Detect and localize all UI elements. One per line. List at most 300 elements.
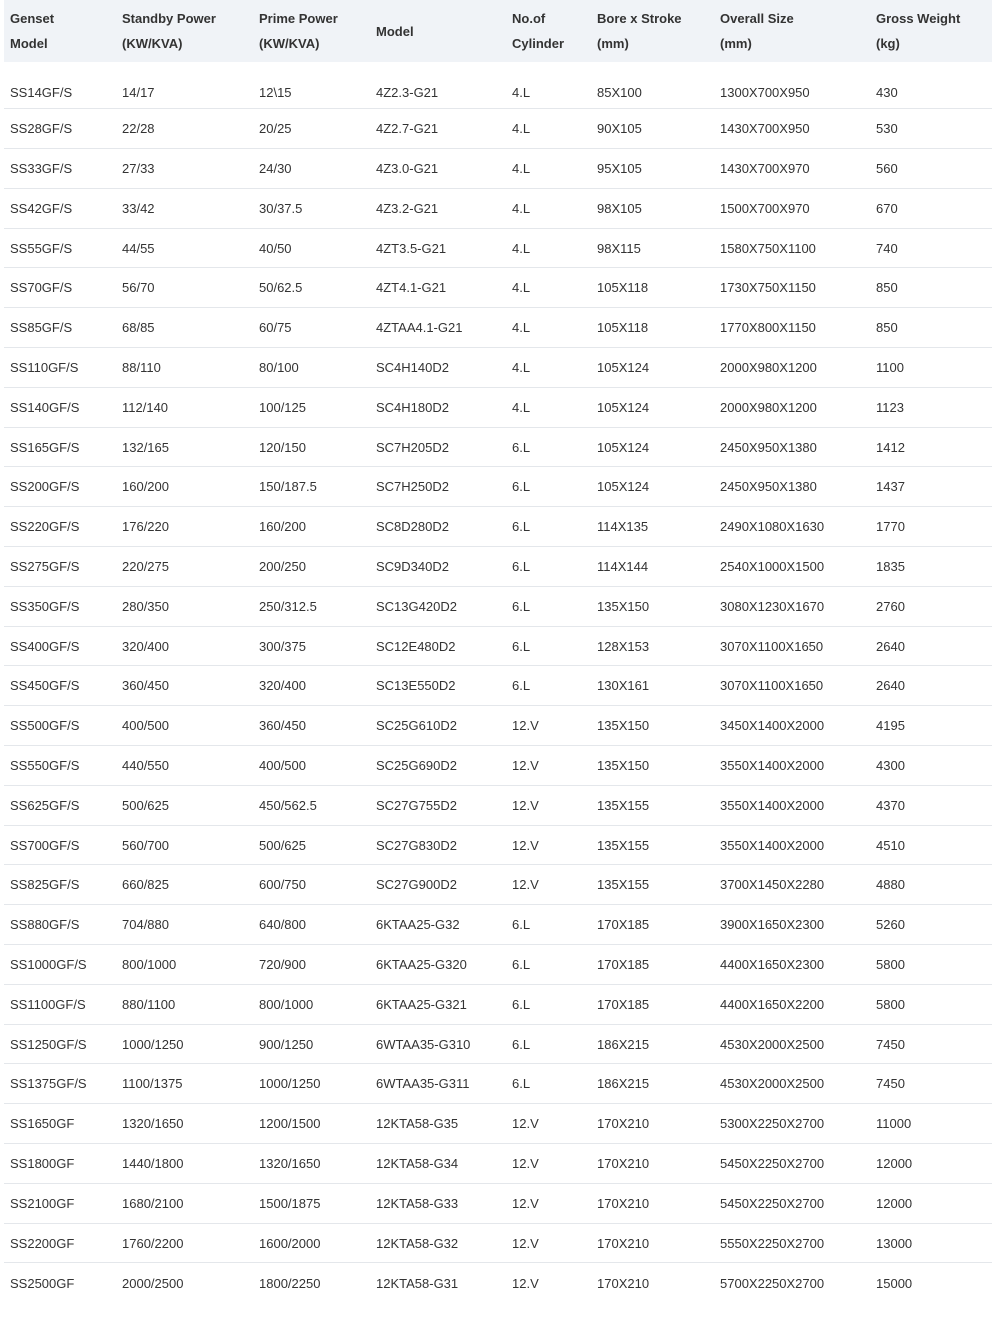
bore-stroke-cell: 170X210 [597, 1116, 650, 1132]
standby-power-cell: 112/140 [122, 399, 169, 415]
standby-power-cell: 68/85 [122, 320, 155, 336]
table-row [4, 1064, 992, 1104]
gross-weight-cell: 7450 [876, 1076, 905, 1092]
genset-model-cell: SS165GF/S [10, 439, 80, 455]
bore-stroke-cell: 90X105 [597, 121, 642, 137]
table-row [4, 1144, 992, 1184]
bore-stroke-cell: 170X185 [597, 956, 650, 972]
cylinder-cell: 6.L [512, 598, 531, 614]
standby-power-cell: 704/880 [122, 917, 169, 933]
header-bore-stroke-line1: Bore x Stroke [597, 11, 682, 26]
gross-weight-cell: 5800 [876, 996, 905, 1012]
standby-power-cell: 1100/1375 [122, 1076, 183, 1092]
overall-size-cell: 3550X1400X2000 [720, 797, 825, 813]
genset-model-cell: SS825GF/S [10, 877, 80, 893]
overall-size-cell: 1430X700X970 [720, 160, 810, 176]
gross-weight-cell: 1123 [876, 399, 904, 415]
prime-power-cell: 40/50 [259, 240, 292, 256]
cylinder-cell: 4.L [512, 240, 531, 256]
overall-size-cell: 4530X2000X2500 [720, 1076, 825, 1092]
gross-weight-cell: 850 [876, 280, 898, 296]
prime-power-cell: 450/562.5 [259, 797, 317, 813]
engine-model-cell: 4Z2.3-G21 [376, 84, 439, 100]
cylinder-cell: 6.L [512, 956, 531, 972]
table-row [4, 1104, 992, 1144]
header-model-line1: Model [376, 23, 414, 39]
standby-power-cell: 660/825 [122, 877, 169, 893]
cylinder-cell: 12.V [512, 1195, 539, 1211]
overall-size-cell: 4400X1650X2200 [720, 996, 825, 1012]
bore-stroke-cell: 105X124 [597, 359, 650, 375]
cylinder-cell: 12.V [512, 1235, 539, 1251]
engine-model-cell: 12KTA58-G32 [376, 1235, 459, 1251]
engine-model-cell: 12KTA58-G34 [376, 1155, 459, 1171]
prime-power-cell: 50/62.5 [259, 280, 303, 296]
gross-weight-cell: 2760 [876, 598, 905, 614]
overall-size-cell: 2540X1000X1500 [720, 558, 825, 574]
table-row [4, 586, 992, 626]
engine-model-cell: 4ZT3.5-G21 [376, 240, 447, 256]
prime-power-cell: 360/450 [259, 718, 306, 734]
gross-weight-cell: 560 [876, 160, 898, 176]
cylinder-cell: 6.L [512, 1036, 531, 1052]
bore-stroke-cell: 186X215 [597, 1036, 650, 1052]
standby-power-cell: 33/42 [122, 200, 155, 216]
engine-model-cell: 6WTAA35-G310 [376, 1036, 471, 1052]
header-overall-size-line1: Overall Size [720, 11, 794, 26]
engine-model-cell: 6KTAA25-G321 [376, 996, 467, 1012]
prime-power-cell: 24/30 [259, 160, 292, 176]
table-row [4, 547, 992, 587]
bore-stroke-cell: 105X124 [597, 439, 650, 455]
table-row [4, 1024, 992, 1064]
genset-model-cell: SS14GF/S [10, 84, 73, 100]
cylinder-cell: 4.L [512, 200, 531, 216]
standby-power-cell: 440/550 [122, 757, 169, 773]
prime-power-cell: 160/200 [259, 519, 306, 535]
prime-power-cell: 640/800 [259, 917, 306, 933]
genset-model-cell: SS1800GF [10, 1155, 75, 1171]
prime-power-cell: 1800/2250 [259, 1275, 321, 1291]
overall-size-cell: 1730X750X1150 [720, 280, 816, 296]
gross-weight-cell: 12000 [876, 1155, 913, 1171]
gross-weight-cell: 1100 [876, 359, 904, 375]
engine-model-cell: SC9D340D2 [376, 558, 449, 574]
prime-power-cell: 150/187.5 [259, 479, 317, 495]
gross-weight-cell: 5260 [876, 917, 905, 933]
gross-weight-cell: 13000 [876, 1235, 913, 1251]
overall-size-cell: 3550X1400X2000 [720, 837, 825, 853]
cylinder-cell: 6.L [512, 519, 531, 535]
header-genset-model [4, 0, 116, 69]
overall-size-cell: 4530X2000X2500 [720, 1036, 825, 1052]
prime-power-cell: 300/375 [259, 638, 306, 654]
standby-power-cell: 1760/2200 [122, 1235, 184, 1251]
engine-model-cell: SC27G900D2 [376, 877, 457, 893]
genset-model-cell: SS700GF/S [10, 837, 80, 853]
gross-weight-cell: 4195 [876, 718, 905, 734]
header-genset-model-line1: Genset [10, 11, 55, 26]
bore-stroke-cell: 135X150 [597, 598, 650, 614]
cylinder-cell: 4.L [512, 84, 531, 100]
bore-stroke-cell: 105X118 [597, 280, 649, 296]
engine-model-cell: SC13E550D2 [376, 678, 456, 694]
prime-power-cell: 120/150 [259, 439, 306, 455]
overall-size-cell: 5450X2250X2700 [720, 1155, 825, 1171]
overall-size-cell: 3700X1450X2280 [720, 877, 825, 893]
cylinder-cell: 12.V [512, 718, 539, 734]
bore-stroke-cell: 135X150 [597, 757, 650, 773]
cylinder-cell: 12.V [512, 1275, 539, 1291]
standby-power-cell: 880/1100 [122, 996, 176, 1012]
engine-model-cell: SC25G690D2 [376, 757, 457, 773]
overall-size-cell: 1500X700X970 [720, 200, 810, 216]
bore-stroke-cell: 135X150 [597, 718, 650, 734]
overall-size-cell: 3080X1230X1670 [720, 598, 825, 614]
table-row [4, 746, 992, 786]
bore-stroke-cell: 130X161 [597, 678, 650, 694]
table-row [4, 69, 992, 109]
genset-model-cell: SS1650GF [10, 1116, 75, 1132]
gross-weight-cell: 4300 [876, 757, 905, 773]
overall-size-cell: 5700X2250X2700 [720, 1275, 825, 1291]
bore-stroke-cell: 170X185 [597, 917, 650, 933]
standby-power-cell: 1000/1250 [122, 1036, 184, 1052]
cylinder-cell: 6.L [512, 638, 531, 654]
overall-size-cell: 1770X800X1150 [720, 320, 816, 336]
header-standby-power-line1: Standby Power [122, 11, 216, 26]
genset-model-cell: SS1375GF/S [10, 1076, 87, 1092]
gross-weight-cell: 11000 [876, 1116, 912, 1132]
prime-power-cell: 250/312.5 [259, 598, 317, 614]
cylinder-cell: 4.L [512, 280, 531, 296]
table-row [4, 706, 992, 746]
gross-weight-cell: 1412 [876, 439, 905, 455]
prime-power-cell: 60/75 [259, 320, 292, 336]
table-row [4, 188, 992, 228]
engine-model-cell: SC27G755D2 [376, 797, 457, 813]
header-standby-power [116, 0, 253, 69]
prime-power-cell: 900/1250 [259, 1036, 314, 1052]
genset-model-cell: SS33GF/S [10, 160, 73, 176]
genset-spec-table [4, 0, 992, 1303]
prime-power-cell: 100/125 [259, 399, 306, 415]
genset-model-cell: SS140GF/S [10, 399, 80, 415]
table-row [4, 785, 992, 825]
header-bore-stroke-line2: (mm) [597, 36, 629, 51]
standby-power-cell: 560/700 [122, 837, 169, 853]
cylinder-cell: 6.L [512, 558, 531, 574]
gross-weight-cell: 4880 [876, 877, 905, 893]
table-row [4, 865, 992, 905]
genset-model-cell: SS1100GF/S [10, 996, 86, 1012]
standby-power-cell: 22/28 [122, 121, 155, 137]
header-genset-model-line2: Model [10, 36, 48, 51]
gross-weight-cell: 2640 [876, 678, 905, 694]
bore-stroke-cell: 135X155 [597, 837, 650, 853]
bore-stroke-cell: 95X105 [597, 160, 642, 176]
genset-model-cell: SS275GF/S [10, 558, 80, 574]
engine-model-cell: SC25G610D2 [376, 718, 457, 734]
bore-stroke-cell: 170X210 [597, 1275, 650, 1291]
bore-stroke-cell: 114X144 [597, 558, 649, 574]
cylinder-cell: 4.L [512, 399, 531, 415]
bore-stroke-cell: 105X118 [597, 320, 649, 336]
cylinder-cell: 4.L [512, 121, 531, 137]
table-row [4, 467, 992, 507]
engine-model-cell: SC27G830D2 [376, 837, 457, 853]
overall-size-cell: 3450X1400X2000 [720, 718, 825, 734]
prime-power-cell: 80/100 [259, 359, 299, 375]
standby-power-cell: 800/1000 [122, 956, 177, 972]
table-row [4, 387, 992, 427]
header-overall-size [714, 0, 870, 69]
overall-size-cell: 3070X1100X1650 [720, 678, 824, 694]
header-bore-stroke [591, 0, 714, 69]
bore-stroke-cell: 135X155 [597, 797, 650, 813]
cylinder-cell: 12.V [512, 837, 539, 853]
genset-model-cell: SS200GF/S [10, 479, 80, 495]
genset-model-cell: SS500GF/S [10, 718, 80, 734]
prime-power-cell: 400/500 [259, 757, 306, 773]
standby-power-cell: 14/17 [122, 84, 155, 100]
gross-weight-cell: 4510 [876, 837, 905, 853]
cylinder-cell: 6.L [512, 479, 531, 495]
standby-power-cell: 400/500 [122, 718, 169, 734]
header-standby-power-line2: (KW/KVA) [122, 36, 183, 51]
gross-weight-cell: 670 [876, 200, 898, 216]
bore-stroke-cell: 170X210 [597, 1195, 650, 1211]
genset-model-cell: SS220GF/S [10, 519, 80, 535]
cylinder-cell: 6.L [512, 917, 531, 933]
table-row [4, 825, 992, 865]
table-row [4, 905, 992, 945]
gross-weight-cell: 2640 [876, 638, 905, 654]
gross-weight-cell: 530 [876, 121, 898, 137]
genset-model-cell: SS110GF/S [10, 359, 79, 375]
header-cylinders-line2: Cylinder [512, 36, 565, 51]
engine-model-cell: 12KTA58-G31 [376, 1275, 459, 1291]
standby-power-cell: 500/625 [122, 797, 169, 813]
table-row [4, 666, 992, 706]
header-cylinders-line1: No.of [512, 11, 546, 26]
overall-size-cell: 1430X700X950 [720, 121, 810, 137]
genset-model-cell: SS450GF/S [10, 678, 80, 694]
overall-size-cell: 2490X1080X1630 [720, 519, 825, 535]
cylinder-cell: 6.L [512, 439, 531, 455]
cylinder-cell: 6.L [512, 678, 531, 694]
genset-spec-table-container [4, 0, 992, 1303]
cylinder-cell: 12.V [512, 797, 539, 813]
engine-model-cell: 6WTAA35-G311 [376, 1076, 470, 1092]
standby-power-cell: 320/400 [122, 638, 169, 654]
engine-model-cell: SC4H180D2 [376, 399, 449, 415]
overall-size-cell: 5450X2250X2700 [720, 1195, 825, 1211]
header-gross-weight [870, 0, 992, 69]
overall-size-cell: 3900X1650X2300 [720, 917, 825, 933]
gross-weight-cell: 5800 [876, 956, 905, 972]
genset-model-cell: SS85GF/S [10, 320, 73, 336]
table-row [4, 507, 992, 547]
overall-size-cell: 1300X700X950 [720, 84, 810, 100]
prime-power-cell: 20/25 [259, 121, 292, 137]
prime-power-cell: 1500/1875 [259, 1195, 321, 1211]
gross-weight-cell: 4370 [876, 797, 905, 813]
engine-model-cell: SC13G420D2 [376, 598, 457, 614]
overall-size-cell: 2000X980X1200 [720, 399, 817, 415]
header-model [370, 0, 506, 69]
prime-power-cell: 1600/2000 [259, 1235, 321, 1251]
bore-stroke-cell: 135X155 [597, 877, 650, 893]
bore-stroke-cell: 170X185 [597, 996, 650, 1012]
overall-size-cell: 2450X950X1380 [720, 479, 817, 495]
prime-power-cell: 1200/1500 [259, 1116, 321, 1132]
engine-model-cell: 6KTAA25-G320 [376, 956, 467, 972]
standby-power-cell: 2000/2500 [122, 1275, 184, 1291]
genset-model-cell: SS55GF/S [10, 240, 73, 256]
header-prime-power-line2: (KW/KVA) [259, 36, 320, 51]
prime-power-cell: 720/900 [259, 956, 306, 972]
header-cylinders [506, 0, 591, 69]
overall-size-cell: 3550X1400X2000 [720, 757, 825, 773]
overall-size-cell: 4400X1650X2300 [720, 956, 825, 972]
genset-model-cell: SS400GF/S [10, 638, 80, 654]
header-overall-size-line2: (mm) [720, 36, 752, 51]
standby-power-cell: 27/33 [122, 160, 155, 176]
bore-stroke-cell: 114X135 [597, 519, 649, 535]
engine-model-cell: 12KTA58-G33 [376, 1195, 459, 1211]
overall-size-cell: 2000X980X1200 [720, 359, 817, 375]
engine-model-cell: 6KTAA25-G32 [376, 917, 460, 933]
standby-power-cell: 56/70 [122, 280, 155, 296]
standby-power-cell: 160/200 [122, 479, 169, 495]
genset-model-cell: SS2200GF [10, 1235, 75, 1251]
standby-power-cell: 1320/1650 [122, 1116, 184, 1132]
standby-power-cell: 1680/2100 [122, 1195, 184, 1211]
engine-model-cell: SC12E480D2 [376, 638, 456, 654]
prime-power-cell: 800/1000 [259, 996, 314, 1012]
engine-model-cell: 4Z2.7-G21 [376, 121, 439, 137]
standby-power-cell: 176/220 [122, 519, 169, 535]
engine-model-cell: 4ZT4.1-G21 [376, 280, 447, 296]
bore-stroke-cell: 98X115 [597, 240, 641, 256]
engine-model-cell: 4ZTAA4.1-G21 [376, 320, 463, 336]
gross-weight-cell: 430 [876, 84, 898, 100]
standby-power-cell: 360/450 [122, 678, 169, 694]
genset-model-cell: SS350GF/S [10, 598, 80, 614]
cylinder-cell: 4.L [512, 359, 531, 375]
overall-size-cell: 1580X750X1100 [720, 240, 816, 256]
header-prime-power [253, 0, 370, 69]
genset-model-cell: SS625GF/S [10, 797, 80, 813]
cylinder-cell: 12.V [512, 757, 539, 773]
prime-power-cell: 12\15 [259, 84, 292, 100]
standby-power-cell: 1440/1800 [122, 1155, 184, 1171]
table-row [4, 626, 992, 666]
gross-weight-cell: 7450 [876, 1036, 905, 1052]
table-row [4, 109, 992, 149]
bore-stroke-cell: 170X210 [597, 1235, 650, 1251]
cylinder-cell: 12.V [512, 1155, 539, 1171]
genset-model-cell: SS28GF/S [10, 121, 73, 137]
table-row [4, 1183, 992, 1223]
header-row [4, 0, 992, 69]
standby-power-cell: 132/165 [122, 439, 169, 455]
engine-model-cell: 12KTA58-G35 [376, 1116, 459, 1132]
gross-weight-cell: 1835 [876, 558, 905, 574]
bore-stroke-cell: 170X210 [597, 1155, 650, 1171]
bore-stroke-cell: 105X124 [597, 479, 650, 495]
bore-stroke-cell: 98X105 [597, 200, 642, 216]
header-prime-power-line1: Prime Power [259, 11, 338, 26]
gross-weight-cell: 740 [876, 240, 898, 256]
gross-weight-cell: 1770 [876, 519, 905, 535]
header-gross-weight-line1: Gross Weight [876, 11, 961, 26]
gross-weight-cell: 850 [876, 320, 898, 336]
header-gross-weight-line2: (kg) [876, 36, 900, 51]
table-header [4, 0, 992, 69]
table-row [4, 228, 992, 268]
overall-size-cell: 5300X2250X2700 [720, 1116, 825, 1132]
table-row [4, 984, 992, 1024]
genset-model-cell: SS70GF/S [10, 280, 73, 296]
table-row [4, 149, 992, 189]
cylinder-cell: 6.L [512, 996, 531, 1012]
prime-power-cell: 1000/1250 [259, 1076, 321, 1092]
standby-power-cell: 280/350 [122, 598, 169, 614]
bore-stroke-cell: 105X124 [597, 399, 650, 415]
genset-model-cell: SS880GF/S [10, 917, 80, 933]
standby-power-cell: 220/275 [122, 558, 169, 574]
gross-weight-cell: 15000 [876, 1275, 913, 1291]
table-body [4, 69, 992, 1303]
gross-weight-cell: 12000 [876, 1195, 913, 1211]
cylinder-cell: 4.L [512, 160, 531, 176]
bore-stroke-cell: 186X215 [597, 1076, 650, 1092]
prime-power-cell: 320/400 [259, 678, 306, 694]
prime-power-cell: 500/625 [259, 837, 306, 853]
standby-power-cell: 88/110 [122, 359, 161, 375]
cylinder-cell: 12.V [512, 1116, 539, 1132]
genset-model-cell: SS42GF/S [10, 200, 73, 216]
cylinder-cell: 4.L [512, 320, 531, 336]
prime-power-cell: 600/750 [259, 877, 306, 893]
engine-model-cell: SC8D280D2 [376, 519, 449, 535]
prime-power-cell: 200/250 [259, 558, 306, 574]
overall-size-cell: 2450X950X1380 [720, 439, 817, 455]
engine-model-cell: SC7H250D2 [376, 479, 449, 495]
engine-model-cell: SC7H205D2 [376, 439, 449, 455]
genset-model-cell: SS1250GF/S [10, 1036, 87, 1052]
gross-weight-cell: 1437 [876, 479, 905, 495]
table-row [4, 1223, 992, 1263]
cylinder-cell: 12.V [512, 877, 539, 893]
standby-power-cell: 44/55 [122, 240, 155, 256]
table-row [4, 268, 992, 308]
overall-size-cell: 3070X1100X1650 [720, 638, 824, 654]
bore-stroke-cell: 85X100 [597, 84, 642, 100]
table-row [4, 308, 992, 348]
table-row [4, 427, 992, 467]
table-row [4, 945, 992, 985]
prime-power-cell: 1320/1650 [259, 1155, 321, 1171]
engine-model-cell: SC4H140D2 [376, 359, 449, 375]
cylinder-cell: 6.L [512, 1076, 531, 1092]
engine-model-cell: 4Z3.2-G21 [376, 200, 439, 216]
table-row [4, 1263, 992, 1303]
genset-model-cell: SS2100GF [10, 1195, 75, 1211]
genset-model-cell: SS1000GF/S [10, 956, 87, 972]
